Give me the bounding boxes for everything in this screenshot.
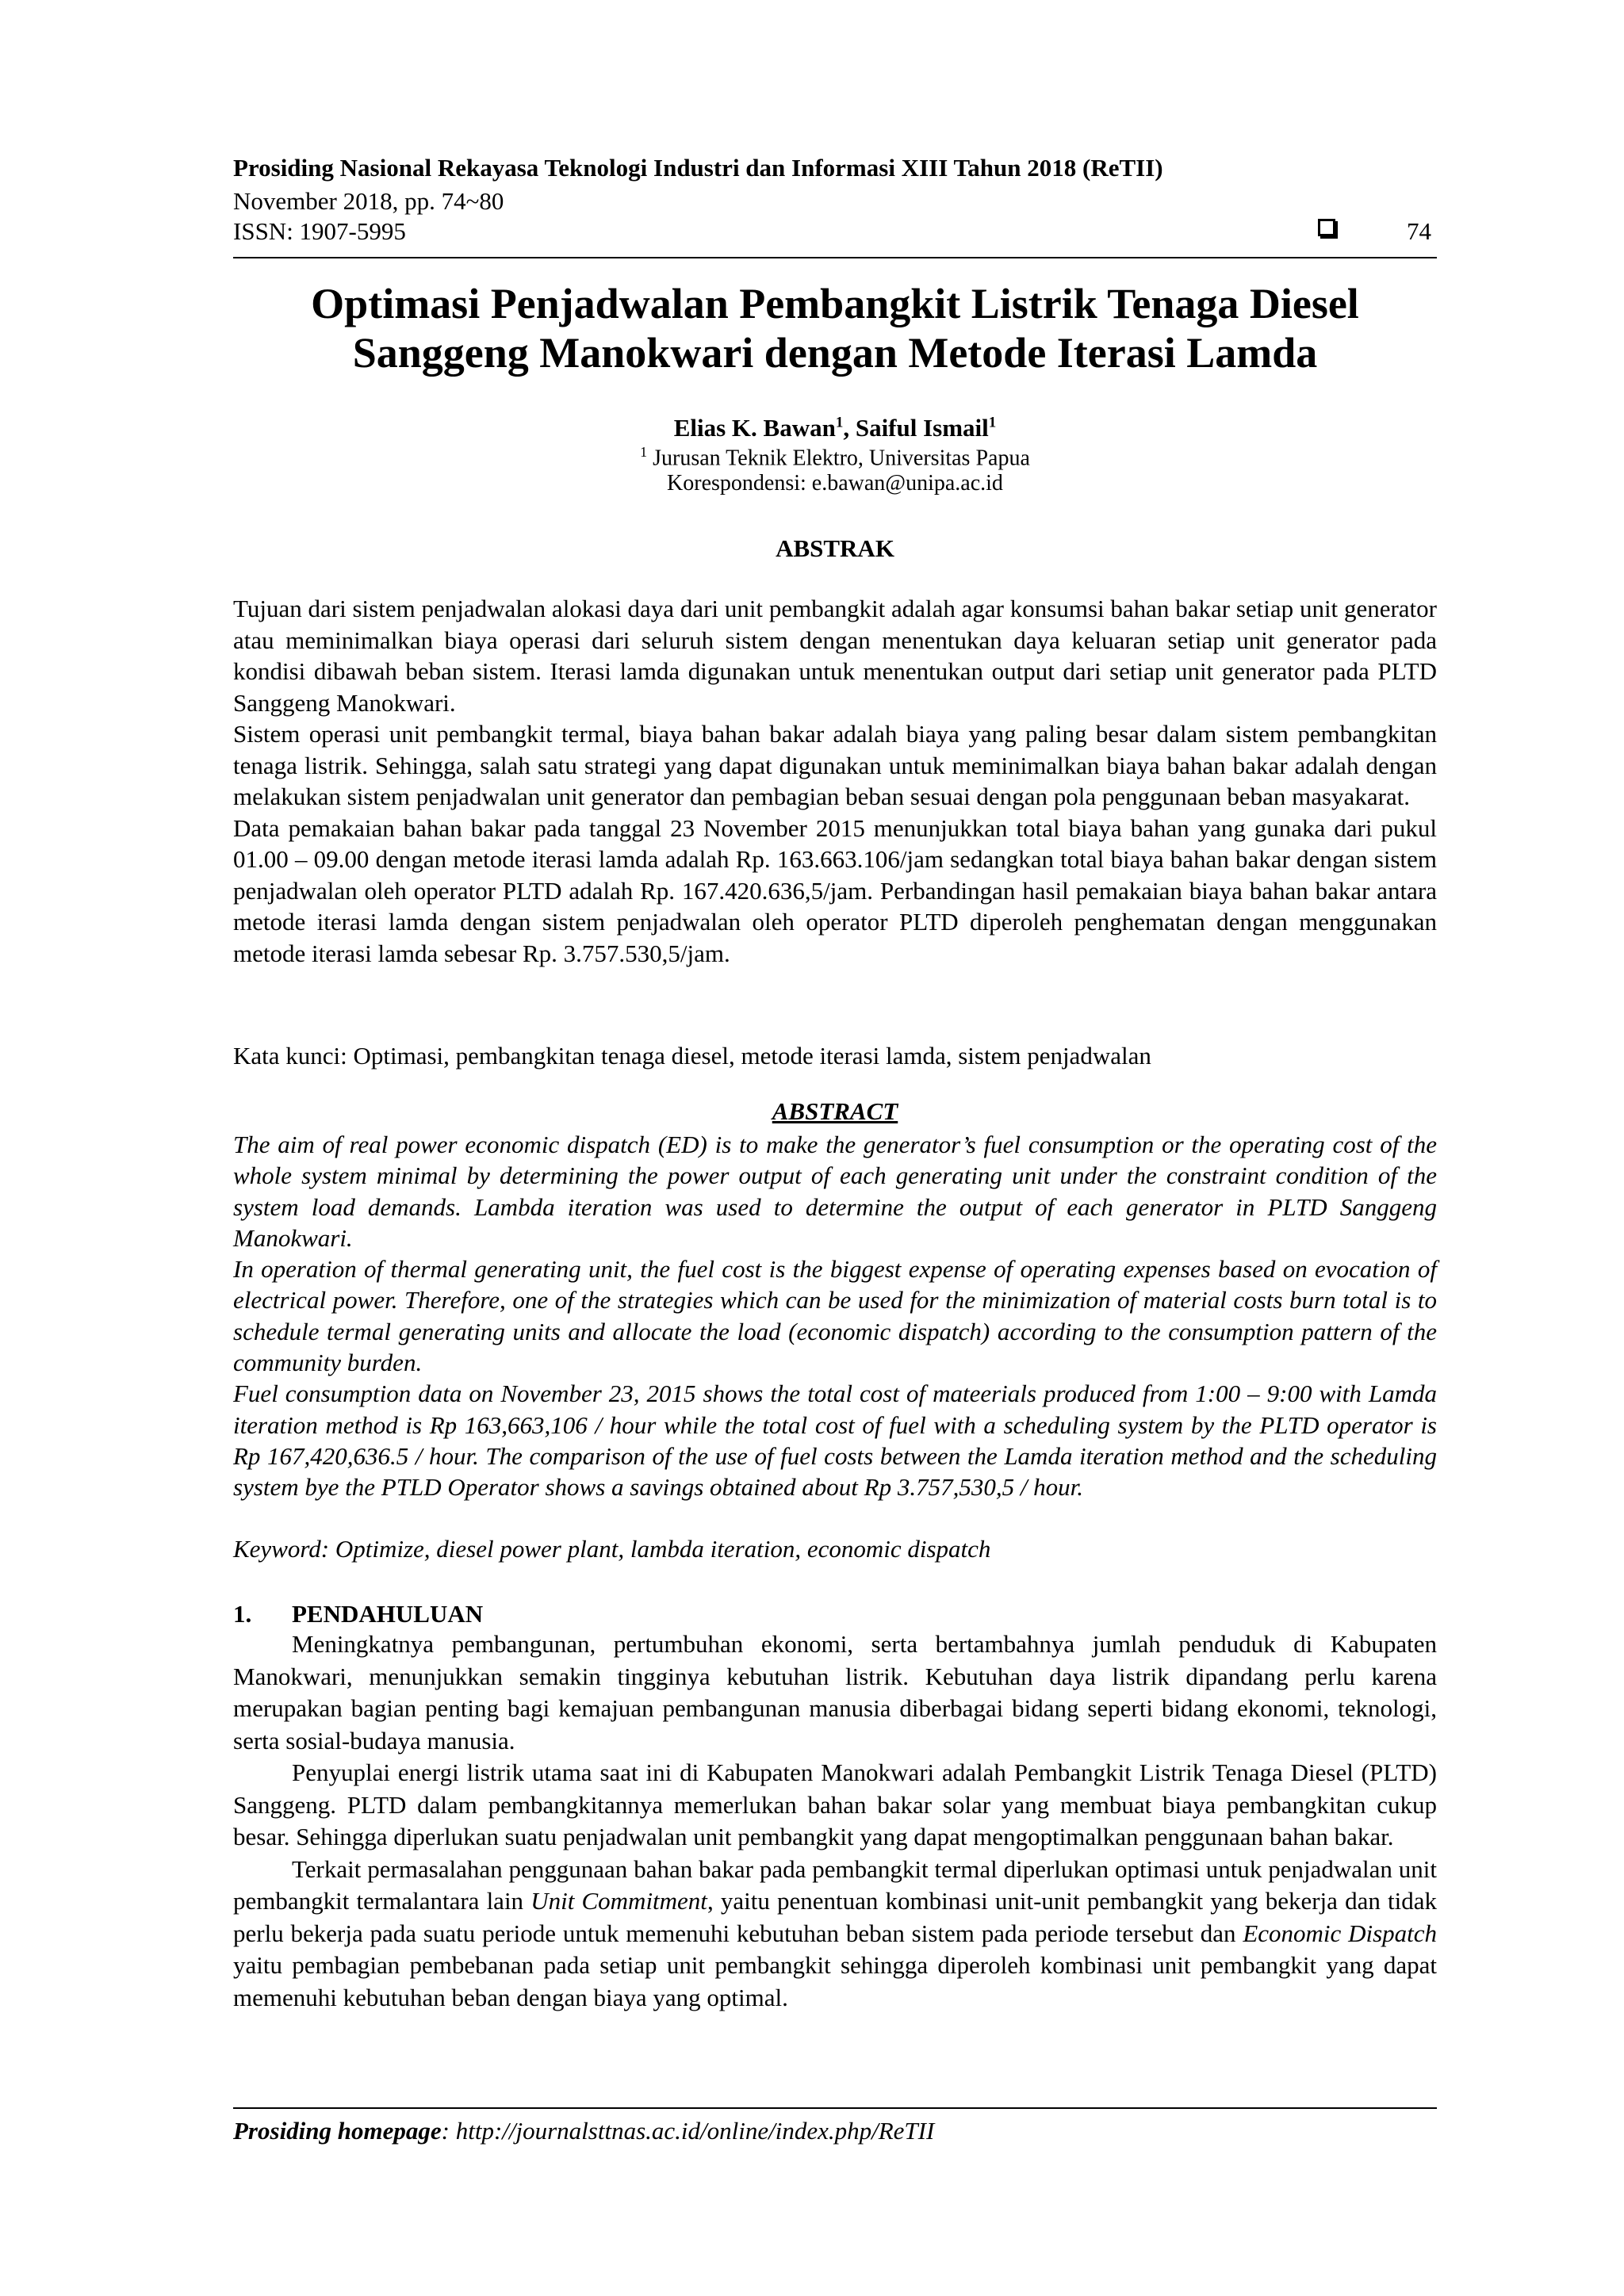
affiliation xyxy=(233,444,1437,471)
abstract-body xyxy=(233,1129,1437,1503)
abstract-paragraph: Fuel consumption data on November 23, 2015 shows the total cost of mateerials produced from 1:00 – 9:00 with Lamda iteration method is Rp 163,663,106 / hour while the total cost of fuel with a scheduling system by the PLTD operator is Rp 167,420,636.5 / hour. The comparison of the use of fuel costs between the Lamda iteration method and the scheduling system bye the PTLD Operator shows a savings obtained about Rp 3.757,530,5 / hour. xyxy=(233,1380,1437,1502)
abstrak-paragraph: Sistem operasi unit pembangkit termal, biaya bahan bakar adalah biaya yang paling besar dalam sistem pembangkitan tenaga listrik. Sehingga, salah satu strategi yang dapat digunakan untuk meminimalkan biaya bahan bakar adalah dengan melakukan sistem penjadwalan unit generator dan pembagian beban sesuai dengan pola penggunaan beban masyakarat. xyxy=(233,720,1437,810)
abstrak-body xyxy=(233,593,1437,969)
section-title: PENDAHULUAN xyxy=(292,1600,484,1628)
abstract-paragraph: The aim of real power economic dispatch (ED) is to make the generator’s fuel consumption or the operating cost of the whole system minimal by determining the power output of each generating unit under the constraint condition of the system load demands. Lambda iteration was used to determine the output of each generator in PLTD Sanggeng Manokwari. xyxy=(233,1131,1437,1252)
footer-url[interactable]: : http://journalsttnas.ac.id/online/index.php/ReTII xyxy=(441,2117,935,2145)
author-separator: , xyxy=(843,414,856,442)
intro-p3-term-economic-dispatch: Economic Dispatch xyxy=(1243,1919,1438,1947)
correspondence: Korespondensi: e.bawan@unipa.ac.id xyxy=(667,471,1003,496)
section-heading xyxy=(233,1600,483,1628)
footer xyxy=(233,2117,934,2145)
intro-paragraph-2: Penyuplai energi listrik utama saat ini di Kabupaten Manokwari adalah Pembangkit Listrik Tenaga Diesel (PLTD) Sanggeng. PLTD dalam pembangkitannya memerlukan bahan bakar solar yang membuat biaya pembangkitan cukup besar. Sehingga diperlukan suatu penjadwalan unit pembangkit yang dapat mengoptimalkan penggunaan bahan bakar. xyxy=(233,1758,1437,1850)
abstrak-heading: ABSTRAK xyxy=(776,534,894,562)
intro-p3-term-unit-commitment: Unit Commitment xyxy=(530,1887,707,1915)
keywords-english: Keyword: Optimize, diesel power plant, lambda iteration, economic dispatch xyxy=(233,1535,991,1563)
author-2: Saiful Ismail xyxy=(855,414,989,442)
abstrak-paragraph: Tujuan dari sistem penjadwalan alokasi daya dari unit pembangkit adalah agar konsumsi bahan bakar setiap unit generator atau meminimalkan biaya operasi dari seluruh sistem dengan menentukan daya keluaran setiap unit generator pada kondisi dibawah beban sistem. Iterasi lamda digunakan untuk menentukan output dari setiap unit generator pada PLTD Sanggeng Manokwari. xyxy=(233,595,1437,717)
author-2-sup: 1 xyxy=(988,414,997,431)
paper-title xyxy=(233,279,1437,377)
intro-p3-text-e: yaitu pembagian pembebanan pada setiap unit pembangkit sehingga diperoleh kombinasi unit pembangkit yang dapat memenuhi kebutuhan beban dengan biaya yang optimal. xyxy=(233,1951,1437,2011)
intro-paragraph-1: Meningkatnya pembangunan, pertumbuhan ekonomi, serta bertambahnya jumlah penduduk di Kabupaten Manokwari, menunjukkan semakin tingginya kebutuhan listrik. Kebutuhan daya listrik dipandang perlu karena merupakan bagian penting bagi kemajuan pembangunan manusia diberbagai bidang seperti bidang ekonomi, teknologi, serta sosial-budaya manusia. xyxy=(233,1630,1437,1755)
abstract-heading: ABSTRACT xyxy=(772,1097,898,1125)
affiliation-text: Jurusan Teknik Elektro, Universitas Papua xyxy=(647,446,1030,471)
footer-divider xyxy=(233,2107,1437,2109)
issn: ISSN: 1907-5995 xyxy=(233,217,406,245)
abstract-paragraph: In operation of thermal generating unit, the fuel cost is the biggest expense of operating expenses based on evocation of electrical power. Therefore, one of the strategies which can be used for the minimization of material costs burn total is to schedule termal generating units and allocate the load (economic dispatch) according to the consumption pattern of the community burden. xyxy=(233,1255,1437,1377)
section-number: 1. xyxy=(233,1600,252,1628)
author-1: Elias K. Bawan xyxy=(673,414,836,442)
intro-p3-text-c: , yaitu penentuan kombinasi unit-unit pembangkit yang bekerja dan tidak perlu bekerja pada suatu periode untuk memenuhi kebutuhan beban sistem pada periode tersebut dan xyxy=(233,1887,1437,1947)
introduction-body xyxy=(233,1628,1437,2014)
page-box-icon xyxy=(1318,219,1335,236)
footer-label: Prosiding homepage xyxy=(233,2117,442,2145)
affiliation-sup: 1 xyxy=(640,444,648,460)
authors xyxy=(233,414,1437,442)
title-line-2: Sanggeng Manokwari dengan Metode Iterasi Lamda xyxy=(352,329,1318,377)
intro-paragraph-3 xyxy=(233,1854,1437,2015)
abstrak-paragraph: Data pemakaian bahan bakar pada tanggal 23 November 2015 menunjukkan total biaya bahan yang gunaka dari pukul 01.00 – 09.00 dengan metode iterasi lamda adalah Rp. 163.663.106/jam sedangkan total biaya bahan bakar dengan sistem penjadwalan oleh operator PLTD adalah Rp. 167.420.636,5/jam. Perbandingan hasil pemakaian biaya bahan bakar antara metode iterasi lamda dengan sistem penjadwalan oleh operator PLTD diperoleh penghematan dengan menggunakan metode iterasi lamda sebesar Rp. 3.757.530,5/jam. xyxy=(233,813,1437,967)
page-number: 74 xyxy=(1407,217,1431,245)
author-1-sup: 1 xyxy=(835,414,844,431)
kata-kunci: Kata kunci: Optimasi, pembangkitan tenaga diesel, metode iterasi lamda, sistem penjadwalan xyxy=(233,1042,1151,1070)
issue-info: November 2018, pp. 74~80 xyxy=(233,187,504,215)
intro-p3-text-a: Terkait permasalahan penggunaan bahan bakar pada pembangkit termal diperlukan optimasi untuk penjadwalan unit pembangkit termalantara lain xyxy=(233,1854,1437,1915)
header-divider xyxy=(233,257,1437,258)
journal-name: Prosiding Nasional Rekayasa Teknologi Industri dan Informasi XIII Tahun 2018 (ReTII) xyxy=(233,154,1163,182)
title-line-1: Optimasi Penjadwalan Pembangkit Listrik Tenaga Diesel xyxy=(311,280,1359,327)
